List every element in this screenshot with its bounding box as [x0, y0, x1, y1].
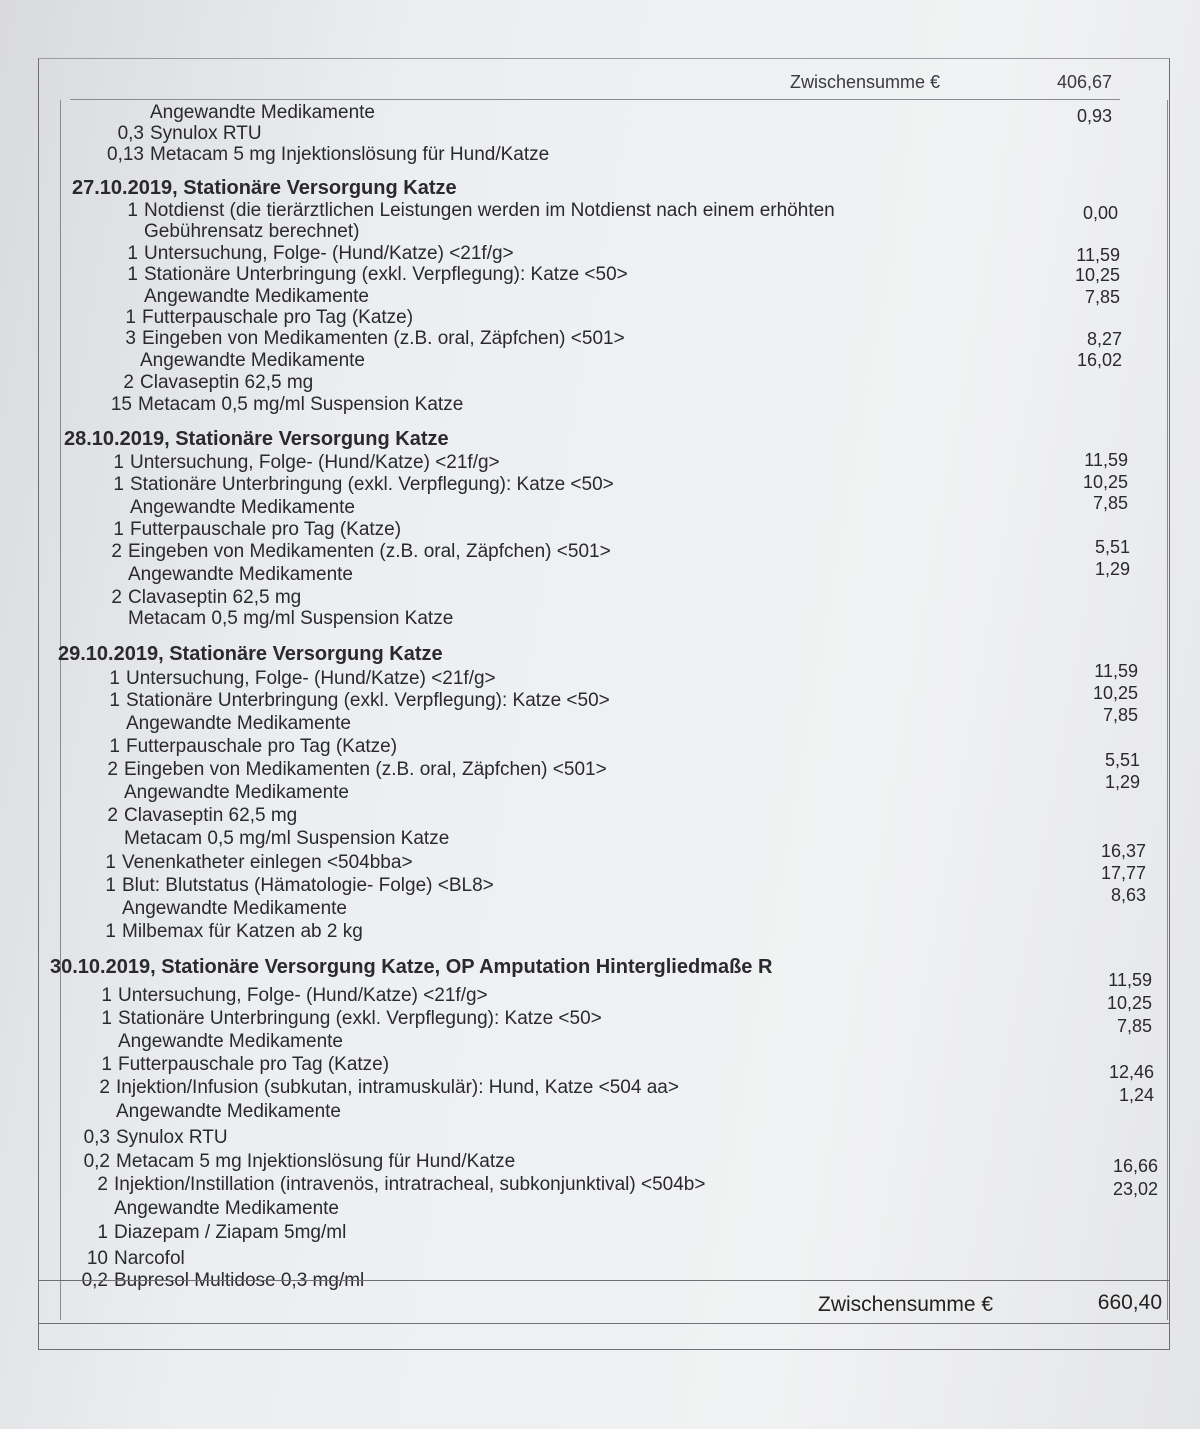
line-amount: 7,85 [1084, 287, 1120, 307]
line-item: 0,2 Metacam 5 mg Injektionslösung für Hund/Katze [83, 1151, 516, 1172]
line-amount: 0,00 [1082, 203, 1118, 223]
line-item: Angewandte Medikamente [126, 713, 351, 734]
line-item: 1 Futterpauschale pro Tag (Katze) [113, 519, 402, 540]
line-item: 1 Milbemax für Katzen ab 2 kg [105, 921, 363, 942]
line-item: 1 Stationäre Unterbringung (exkl. Verpflegung): Katze <50> [101, 1008, 602, 1029]
line-amount: 17,77 [1100, 863, 1146, 883]
line-item: Angewandte Medikamente [114, 1198, 339, 1219]
line-item: 1 Venenkatheter einlegen <504bba> [105, 852, 413, 873]
top-subtotal-value: 406,67 [1056, 72, 1112, 92]
line-item: Angewandte Medikamente [128, 564, 353, 585]
line-item: Angewandte Medikamente [130, 497, 355, 518]
line-amount: 12,46 [1108, 1062, 1154, 1082]
line-item: 3 Eingeben von Medikamenten (z.B. oral, Zäpfchen) <501> [125, 328, 625, 349]
line-amount: 5,51 [1104, 750, 1140, 770]
line-item: 1 Diazepam / Ziapam 5mg/ml [97, 1222, 347, 1243]
line-item: Metacam 0,5 mg/ml Suspension Katze [128, 608, 454, 629]
line-item: Angewandte Medikamente [144, 286, 369, 307]
line-item: Metacam 0,5 mg/ml Suspension Katze [124, 828, 450, 849]
line-amount: 11,59 [1094, 661, 1138, 681]
day-heading: 29.10.2019, Stationäre Versorgung Katze [58, 643, 443, 665]
line-amount: 16,66 [1112, 1156, 1158, 1176]
line-item: Gebührensatz berechnet) [144, 221, 360, 242]
day-heading: 27.10.2019, Stationäre Versorgung Katze [72, 177, 457, 199]
line-amount: 7,85 [1092, 493, 1128, 513]
line-amount: 16,02 [1076, 350, 1122, 370]
line-amount: 0,93 [1076, 106, 1112, 126]
line-amount: 10,25 [1074, 265, 1120, 285]
line-item: 1 Untersuchung, Folge- (Hund/Katze) <21f/g> [127, 243, 514, 264]
line-amount: 11,59 [1084, 450, 1128, 470]
line-amount: 7,85 [1102, 705, 1138, 725]
line-amount: 8,63 [1110, 885, 1146, 905]
line-item: 1 Untersuchung, Folge- (Hund/Katze) <21f/g> [101, 985, 488, 1006]
line-item: 0,3 Synulox RTU [83, 1127, 228, 1148]
line-amount: 10,25 [1092, 683, 1138, 703]
line-amount: 5,51 [1094, 537, 1130, 557]
line-item: 0,3 Synulox RTU [117, 123, 262, 144]
line-item: 1 Stationäre Unterbringung (exkl. Verpflegung): Katze <50> [109, 690, 610, 711]
line-item: 1 Untersuchung, Folge- (Hund/Katze) <21f/g> [109, 668, 496, 689]
line-item: 1 Notdienst (die tierärztlichen Leistungen werden im Notdienst nach einem erhöhten [127, 200, 835, 221]
top-subtotal-bar [70, 60, 1120, 100]
line-item: Angewandte Medikamente [140, 350, 365, 371]
day-heading: 28.10.2019, Stationäre Versorgung Katze [64, 428, 449, 450]
line-amount: 10,25 [1082, 472, 1128, 492]
line-item: 2 Clavaseptin 62,5 mg [111, 587, 302, 608]
line-item: 2 Eingeben von Medikamenten (z.B. oral, Zäpfchen) <501> [111, 541, 611, 562]
line-item: 1 Stationäre Unterbringung (exkl. Verpflegung): Katze <50> [113, 474, 614, 495]
line-item: 1 Futterpauschale pro Tag (Katze) [125, 307, 414, 328]
line-item: 0,2 Bupresol Multidose 0,3 mg/ml [81, 1270, 365, 1291]
day-heading: 30.10.2019, Stationäre Versorgung Katze, OP Amputation Hintergliedmaße R [50, 956, 773, 978]
line-item: 2 Clavaseptin 62,5 mg [123, 372, 314, 393]
line-item: 1 Untersuchung, Folge- (Hund/Katze) <21f/g> [113, 452, 500, 473]
line-item: 2 Injektion/Instillation (intravenös, intratracheal, subkonjunktival) <504b> [97, 1174, 706, 1195]
line-item: 2 Injektion/Infusion (subkutan, intramuskulär): Hund, Katze <504 aa> [99, 1077, 679, 1098]
line-amount: 1,24 [1118, 1085, 1154, 1105]
line-amount: 8,27 [1086, 329, 1122, 349]
line-amount: 23,02 [1112, 1179, 1158, 1199]
line-item: 2 Eingeben von Medikamenten (z.B. oral, Zäpfchen) <501> [107, 759, 607, 780]
bottom-subtotal-bar [38, 1280, 1170, 1324]
line-item: 1 Blut: Blutstatus (Hämatologie- Folge) <BL8> [105, 875, 494, 896]
line-amount: 16,37 [1100, 841, 1146, 861]
line-item: 1 Futterpauschale pro Tag (Katze) [101, 1054, 390, 1075]
line-item: 2 Clavaseptin 62,5 mg [107, 805, 298, 826]
line-item: 0,13 Metacam 5 mg Injektionslösung für Hund/Katze [107, 144, 550, 165]
line-amount: 11,59 [1076, 245, 1120, 265]
line-item: Angewandte Medikamente [150, 102, 375, 123]
bottom-subtotal-label: Zwischensumme € [818, 1293, 994, 1316]
line-item: 15 Metacam 0,5 mg/ml Suspension Katze [110, 394, 464, 415]
line-item: Angewandte Medikamente [118, 1031, 343, 1052]
line-item: 10 Narcofol [86, 1248, 185, 1269]
line-item: 1 Futterpauschale pro Tag (Katze) [109, 736, 398, 757]
line-amount: 7,85 [1116, 1016, 1152, 1036]
top-subtotal-label: Zwischensumme € [790, 72, 941, 92]
line-item: Angewandte Medikamente [116, 1101, 341, 1122]
line-item: 1 Stationäre Unterbringung (exkl. Verpflegung): Katze <50> [127, 264, 628, 285]
line-item: Angewandte Medikamente [124, 782, 349, 803]
line-amount: 1,29 [1104, 772, 1140, 792]
line-item: Angewandte Medikamente [122, 898, 347, 919]
line-amount: 10,25 [1106, 993, 1152, 1013]
line-amount: 11,59 [1108, 970, 1152, 990]
bottom-subtotal-value: 660,40 [1097, 1291, 1162, 1314]
line-amount: 1,29 [1094, 559, 1130, 579]
